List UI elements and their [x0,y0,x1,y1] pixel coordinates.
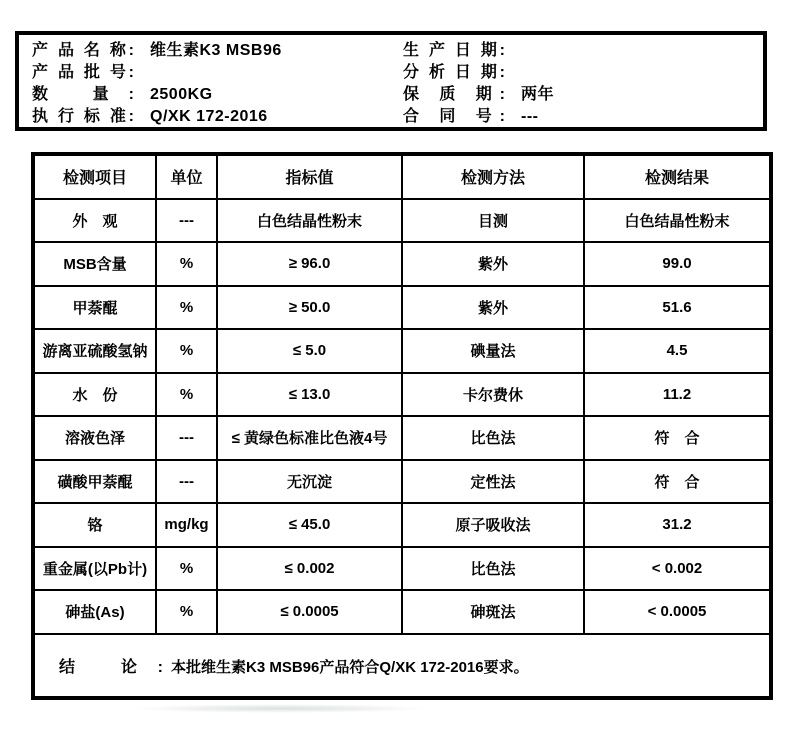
table-cell: 无沉淀 [217,460,402,504]
field-product-name [32,40,399,62]
field-production-date [403,40,763,62]
table-cell: 白色结晶性粉末 [584,199,771,243]
product-info-right-column [399,40,763,127]
table-cell: 铬 [33,503,156,547]
table-cell: 符 合 [584,416,771,460]
table-cell: 11.2 [584,373,771,417]
field-label: 数 量: [32,86,134,103]
table-cell: % [156,373,217,417]
table-cell: --- [156,416,217,460]
conclusion-row [33,634,771,698]
field-label: 执 行 标 准: [32,108,134,125]
field-label: 保 质 期: [403,86,505,103]
table-row-sulfonate-menadione [33,460,771,504]
table-cell: % [156,547,217,591]
field-analysis-date [403,62,763,84]
table-cell: --- [156,460,217,504]
field-label: 生 产 日 期: [403,42,505,59]
table-cell: 碘量法 [402,329,584,373]
table-cell: 原子吸收法 [402,503,584,547]
table-cell: 水 份 [33,373,156,417]
table-cell: 紫外 [402,286,584,330]
table-cell: 卡尔费休 [402,373,584,417]
table-row-chromium [33,503,771,547]
table-cell: ≤ 0.002 [217,547,402,591]
table-row-msb-content [33,242,771,286]
table-cell: --- [156,199,217,243]
table-header-row [33,154,771,199]
table-cell: < 0.002 [584,547,771,591]
table-cell: 磺酸甲萘醌 [33,460,156,504]
field-shelf-life [403,84,763,106]
table-row-arsenic [33,590,771,634]
table-cell: ≤ 黄绿色标准比色液4号 [217,416,402,460]
field-contract-number [403,106,763,128]
table-cell: < 0.0005 [584,590,771,634]
column-header-spec-value: 指标值 [217,154,402,199]
table-cell: 重金属(以Pb计) [33,547,156,591]
table-cell: 比色法 [402,416,584,460]
table-cell: 紫外 [402,242,584,286]
table-cell: 砷盐(As) [33,590,156,634]
table-cell: ≤ 0.0005 [217,590,402,634]
conclusion-cell [33,634,771,698]
table-cell: % [156,329,217,373]
column-header-unit: 单位 [156,154,217,199]
field-value: 两年 [521,86,555,103]
table-cell: 符 合 [584,460,771,504]
table-row-solution-color [33,416,771,460]
table-cell: 甲萘醌 [33,286,156,330]
table-cell: ≤ 13.0 [217,373,402,417]
field-label: 分 析 日 期: [403,64,505,81]
table-row-appearance [33,199,771,243]
conclusion-text: 本批维生素K3 MSB96产品符合Q/XK 172-2016要求。 [171,658,529,676]
table-cell: % [156,286,217,330]
table-cell: 定性法 [402,460,584,504]
table-cell: % [156,590,217,634]
table-cell: 31.2 [584,503,771,547]
field-value: Q/XK 172-2016 [150,108,268,125]
table-cell: 4.5 [584,329,771,373]
table-cell: 外 观 [33,199,156,243]
table-cell: 99.0 [584,242,771,286]
product-info-left-column [19,40,399,127]
qc-results-table [31,152,773,700]
table-row-free-bisulfite [33,329,771,373]
table-cell: MSB含量 [33,242,156,286]
table-cell: 白色结晶性粉末 [217,199,402,243]
field-batch-number [32,62,399,84]
field-label: 产 品 名 称: [32,42,134,59]
scan-smudge-artifact [130,704,430,713]
column-header-test-result: 检测结果 [584,154,771,199]
field-standard [32,106,399,128]
table-cell: ≥ 50.0 [217,286,402,330]
product-info-box [15,31,767,131]
field-label: 合 同 号: [403,108,505,125]
field-value: --- [521,108,539,125]
column-header-test-item: 检测项目 [33,154,156,199]
field-value: 维生素K3 MSB96 [150,42,282,59]
table-cell: 51.6 [584,286,771,330]
table-cell: 比色法 [402,547,584,591]
table-cell: 砷斑法 [402,590,584,634]
column-header-test-method: 检测方法 [402,154,584,199]
field-quantity [32,84,399,106]
field-label: 产 品 批 号: [32,64,134,81]
table-cell: 目测 [402,199,584,243]
table-row-heavy-metals [33,547,771,591]
table-row-moisture [33,373,771,417]
table-cell: ≤ 45.0 [217,503,402,547]
conclusion-label: 结 论: [59,658,163,676]
table-cell: 溶液色泽 [33,416,156,460]
table-cell: 游离亚硫酸氢钠 [33,329,156,373]
table-cell: ≤ 5.0 [217,329,402,373]
table-cell: % [156,242,217,286]
table-cell: ≥ 96.0 [217,242,402,286]
table-row-menadione [33,286,771,330]
field-value: 2500KG [150,86,213,103]
table-cell: mg/kg [156,503,217,547]
